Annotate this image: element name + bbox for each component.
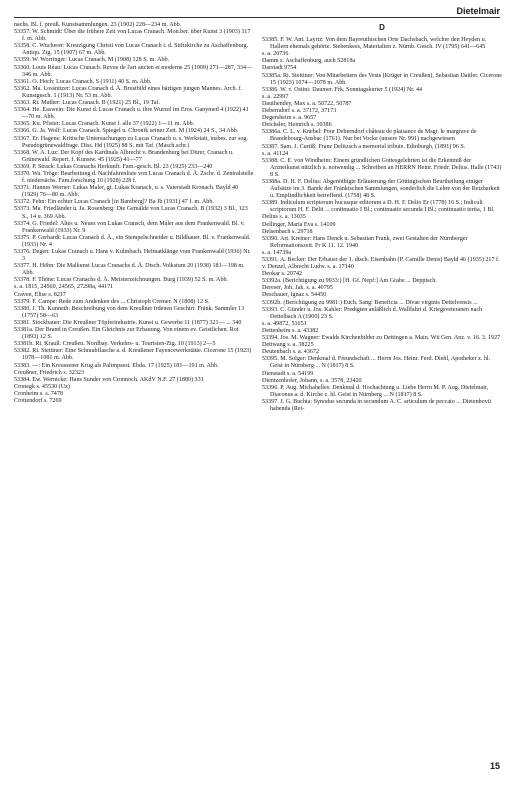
bibliography-entry: 53383. —: Ein Kreussener Krug als Palimpsest. Ebda. 17 (1925) 181—191 m. Abb. — [14, 362, 219, 369]
bibliography-entry: Deberndorf s. a. 37172, 37173 — [262, 108, 337, 115]
bibliography-entry: s. a. 49872, 51651 — [262, 320, 307, 327]
bibliography-entry: 53388a. D. H. F. Delius: Abgenöthigte Erläuterung der Göttingischen Beurtheilung einiger Aufsätze im 3. Bande der Fränkischen Sammlungen, sonderlich die Lehre von der Reizbarkeit u. Empfindlichkeit betreffend. (1758) 48 S. — [262, 178, 500, 200]
bibliography-entry: 53381. Stockbauer: Die Kreußner Töpferindustrie. Kunst u. Gewerbe 11 (1877) 321— ... 340 — [14, 319, 242, 326]
bibliography-entry: s. a. 41124 — [262, 150, 289, 157]
bibliography-entry: v. Denzel, Albrecht Ludw. s. a. 17140 — [262, 264, 354, 271]
bibliography-entry: Cronheim s. s. 7478 — [14, 390, 63, 397]
bibliography-entry: Damm s. Aschaffenburg, auch 52818a — [262, 58, 356, 65]
bibliography-entry: Delius s. a. 13035 — [262, 214, 306, 221]
bibliography-entry: 53358. C. Wucherer: Kreuzigung Christi von Lucas Cranach i. d. Stiftskirche zu Aschaffenburg. Antiqu. Ztg. 15 (1907) 67 m. Abb. — [14, 43, 249, 57]
bibliography-entry: 53364. He. Easwein: Die Kunst d. Lucas Cranach u. ihre Wurzel im Eros. Ganymed 4 (1922) 41—70 m. Abb. — [14, 107, 249, 121]
bibliography-entry: 53392b. (Berichtigung zu 9981:) Euch. Sang: Beneficia ... Divae virginis Dettelvensis ... — [262, 299, 478, 306]
bibliography-entry: nachs. Bl. f. preuß. Kunstsammlungen. 23 (1902) 228—234 m. Abb. — [14, 22, 182, 28]
bibliography-entry: Dettwang s. a. 38225 — [262, 342, 314, 349]
bibliography-entry: s. a. 20736 — [262, 51, 289, 58]
bibliography-entry: 53395. M. Solger: Denkmal d. Freundschaft ... Herrn Jos. Heinr. Ferd. Diehl, Apotheker z. hl. Geist in Nürnberg ... N (1817) 8 S. — [262, 356, 491, 370]
bibliography-entry: 53376. Degen: Lukas Cranach u. Hans v. Kulmbach. Heimatklänge vom Frankenwald (1936) Nr. 3 — [14, 249, 251, 263]
bibliography-entry: 53380. J. Th. Kunneth: Beschreibung von dem Kreußner irdenen Geschirr. Fränk. Sammler 13 (1757) 58—63 — [14, 305, 245, 319]
bibliography-entry: 53360. Louis Réau: Lucas Cranach. Revue de l'art ancien et moderne 25 (1909) 271—287, 334—346 m. Abb. — [14, 64, 253, 78]
left-column — [14, 22, 254, 405]
bibliography-entry: Dauthendey, Max s. a. 50722, 50787 — [262, 100, 352, 107]
bibliography-entry: 53374. G. Friedel: Altes u. Neues von Lukas Cransch, dem Maler aus dem Frankenwald. Bl. v. Frankenwald (1933) Nr. 9 — [14, 220, 245, 234]
bibliography-entry: Creußner, Friedrich s. 32323 — [14, 369, 84, 376]
bibliography-entry: Dientzenhofer, Johann, s. a. 3578, 23420 — [262, 377, 362, 384]
bibliography-entry: Craven, Elise s. 8217 — [14, 291, 66, 298]
bibliography-entry: 53367. Er. Hagens: Kritische Untersuchungen zu Lucas Cranach u. s. Werkstatt, insbes. zur sog. Pseudogrünewaldfrage. Diss. Hd (1925) 88 S. mit Taf. (Masch.schr.) — [14, 135, 248, 149]
bibliography-entry: Darstadt 9754 — [262, 65, 297, 72]
bibliography-entry: 53389. Indiculum scriptorum hucusque editorum a D. H. F. Delio Er (1778) 16 S.; Indiculi scriptorum H. F. Delii ... continuatio I Bl.; continuatio secunda I Bl.; continuatio tertia, 1 Bl. — [262, 200, 495, 214]
bibliography-entry: 53378. F. Thöne: Lucas Cranachs d. Ä. Meisterzeichnungen. Burg (1939) 52 S. m. Abb. — [14, 277, 229, 284]
section-letter: D — [379, 23, 385, 32]
bibliography-entry: s. a. 22997 — [262, 93, 289, 100]
bibliography-entry: 53385. F. W. Ant. Layriz: Von dem Bayreuthischen Orte Dachsbach, welcher den Heyden u. Hallern ehemals gehörte. Siebenkees, Materialien z. Nürnb. Gesch. IV (1795) 641—645 — [262, 37, 487, 51]
bibliography-entry: 53384. Ew. Wernicke: Hans Sunder von Cronnoch. AKdV N.F. 27 (1880) 331 — [14, 376, 204, 383]
bibliography-entry: 53379. F. Campe: Rede zum Andenken des ... Christoph Cremer. N (1808) 12 S. — [14, 298, 210, 305]
bibliography-entry: 53394. Jos. M. Wagner: Ewalds Kirchenbilder zu Dettingen a. Main. Wü Gen. Anz. v. 16. 3. 1927 — [262, 335, 501, 342]
bibliography-entry: Cronegk s. 45530 (Uz) — [14, 383, 70, 390]
bibliography-entry: 53368. W. A. Luz: Der Kopf des Kardinals Albrecht v. Brandenburg bei Dürer, Cranach u. Grünewald. Repert. f. Kunstw. 45 (1925) 41—77 — [14, 149, 234, 163]
bibliography-entry: 53363. Ri. Muther: Lucas Cranach. B (1921) 25 Bl., 19 Taf. — [14, 100, 161, 107]
bibliography-entry: Crottendorf s. 7269 — [14, 397, 62, 404]
bibliography-entry: 53369. P. Strack: Lukas Cranachs Herkunft. Fam.-gesch. Bl. 23 (1925) 233—240 — [14, 163, 213, 170]
bibliography-entry: 53357. W. Schmidt: Über die frühere Zeit von Lucas Cranach. Mon.ber. über Kunst 3 (1903) 117 f. m. Abb. — [14, 29, 251, 43]
bibliography-entry: 53392a. (Berichtigung zu 9933:) [H. Gf. Nepf:] Am Grabe ... Deppisch. — [262, 278, 437, 285]
bibliography-entry: 53385a. Ri. Stettiner: Von Mitarbeitern des Vests (Krüger in Creußen), Sebastian Dattler. Cicerone 15 (1923) 1074—1078 m. Abb. — [262, 72, 502, 86]
bibliography-entry: 53393. C. Günder u. Jos. Kahler: Predigten anläßlich d. Wallfahrt d. Kriegsveteranen nach Dettelbach A (1900) 23 S. — [262, 306, 483, 320]
bibliography-entry: 53382. Ri. Stettiner: Eine Schraubflasche a. d. Kreußener Fayencewerkstätte. Cicerone 15 (1923) 1078—1081 m. Abb. — [14, 348, 252, 362]
right-column — [262, 22, 502, 413]
bibliography-entry: 53386. W. v. Ostini: Daumer. Frk. Sonntagskurier 5 (1924) Nr. 44 — [262, 86, 423, 93]
bibliography-entry: 53365. Ku. Pfister: Lucas Cranach. Kunst f. alle 37 (1922) 1—11 m. Abb. — [14, 121, 195, 128]
bibliography-entry: 53386a. C. L. v. Knebel: Pour Deberndorf château de plaisance de Msgr. le margrave de Brandebourg-Ansbac (1761). Nur bei Vocke (unsere Nr. 991) nachgewiesen — [262, 129, 477, 143]
bibliography-entry: Deschauer, Ignaz s. 54450 — [262, 292, 327, 299]
bibliography-entry: 53359. W. Worringer: Lucas Cranach. M (1908) 128 S. m. Abb. — [14, 57, 170, 64]
bibliography-entry: 53362. Ma. Lossnitzer: Lucas Cranach d. Ä. Brustbild eines bärtigen jungen Mannes. Arch. f. Kunstgesch. 1 (1913) Nr. 53 m. Abb. — [14, 85, 243, 99]
bibliography-entry: Deutenbach s. a. 43672 — [262, 349, 320, 356]
bibliography-entry: 53371. Hannes Werner: Lukas Maler, gt. Lukas Kranach, u. s. Vaterstadt Kronach. Bayld 40 (1929) 76—80 m. Abb. — [14, 185, 239, 199]
bibliography-entry: 53361. O. Hoch: Lucas Cranach. S (1911) 40 S. m. Abb. — [14, 78, 152, 85]
page-number: 15 — [489, 761, 500, 771]
bibliography-entry: Dettenheim s. a. 43382 — [262, 327, 319, 334]
running-head: Dietelmair — [456, 6, 500, 16]
bibliography-entry: 53391. A. Becker: Der Erbauer der 1. dtsch. Eisenbahn (P. Camille Denis) Bayld 46 (1935) 217 f. — [262, 257, 500, 263]
bibliography-entry: 53381a. Der Brand in Creußen. Ein Gleichnis zur Erbauung. Von einem ev. Geistlichen. Rot (1893) 12 S. — [14, 327, 239, 341]
bibliography-entry: 53377. H. Höhn: Die Malkunst Lucas Cranachs d. Ä. Dtsch. Volkstum 20 (1938) 181—198 m. Abb. — [14, 263, 245, 277]
right-column-entries — [262, 37, 502, 413]
bibliography-entry: s. a. 1815, 24560, 24565, 27298a, 44171 — [14, 284, 114, 291]
bibliography-entry: Dereser, Joh. Jak. s. a. 40795 — [262, 285, 333, 292]
bibliography-entry: Delsenbach s. 29718 — [262, 228, 313, 235]
bibliography-entry: 53396. P. Aug. Michahelles: Denkmal d. Hochachtung u. Liebe Herrn M. P. Aug. Dietelmair, Diaconus a. d. Kirche z. hl. Geist in Nürnberg ... N (1817) 8 S. — [262, 384, 489, 398]
bibliography-entry: 53375. P. Gerhardt: Lucas Cranach d. Ä., ein Stempelschneider u. Bildhauer. Bl. v. Frankenwald. (1933) Nr. 4 — [14, 234, 251, 248]
bibliography-entry: 53390. Art. Kreiner: Hans Denck u. Sebastian Frank, zwei Gestalten der Nürnberger Reformationszeit. Fr K 11. 12. 1940 — [262, 235, 468, 249]
bibliography-entry: 53388. C. E. von Windheim: Einem gründlichen Gottesgelehrten ist die Erkentniß der Arzneikunst nützlich u. notwendig ... Schreiben an HERRN Heinr. Friedr. Delius. Halle (1743) 8 S. — [262, 157, 502, 178]
bibliography-entry: 53370. Wa. Tröge: Bearbeitung d. Nachfahrenliste von Lucas Cranach d. Ä. Zschr. d. Zentralstelle f. niedersächs. Fam.forschung 10 (1928) 228 f. — [14, 170, 254, 185]
bibliography-entry: 53381b. Ri. Krauß: Creußen. Nordbay. Verkehrs- u. Touristen-Ztg. 10 (1913) 2—5 — [14, 341, 216, 348]
bibliography-entry: Deichsler, Heinrich s. 30386 — [262, 122, 332, 129]
bibliography-entry: Degersheim s. a. 9657 — [262, 115, 317, 122]
bibliography-entry: 53366. G. Ja. Wolf: Lucas Cranach. Spiegel u. Chronik seiner Zeit. M (1924) 24 S., 34 Abb. — [14, 128, 239, 135]
bibliography-entry: 53397. J. G. Buchta: Synodus secunda in secundum A. C. articulum de peccato ... Dietenhovii habenda (Rei- — [262, 398, 492, 412]
header-rule — [14, 17, 500, 18]
bibliography-entry: 53372. Fehn: Ein echter Lucas Cranach [in Bamberg]? Ba Jb (1931) 47 f. m. Abb. — [14, 199, 214, 206]
bibliography-entry: 53373. Ma. Friedländer u. Ja. Rosenberg: Die Gemälde von Lucas Cranach. B (1932) 3 Bl., 123 S., 14 u. 369 Abb. — [14, 206, 248, 220]
bibliography-entry: Dienstadt s. a. 54199 — [262, 370, 314, 377]
bibliography-entry: Dellinger, Maria Eva s. 14109 — [262, 221, 336, 228]
bibliography-entry: Deokar s. 20742 — [262, 271, 303, 278]
bibliography-entry: 53387. Sam. J. Curtiß: Franz Delitzsch a memorial tribute. Edinburgh, (1891) 96 S. — [262, 143, 466, 150]
bibliography-entry: s. a. 14739a — [262, 249, 292, 256]
